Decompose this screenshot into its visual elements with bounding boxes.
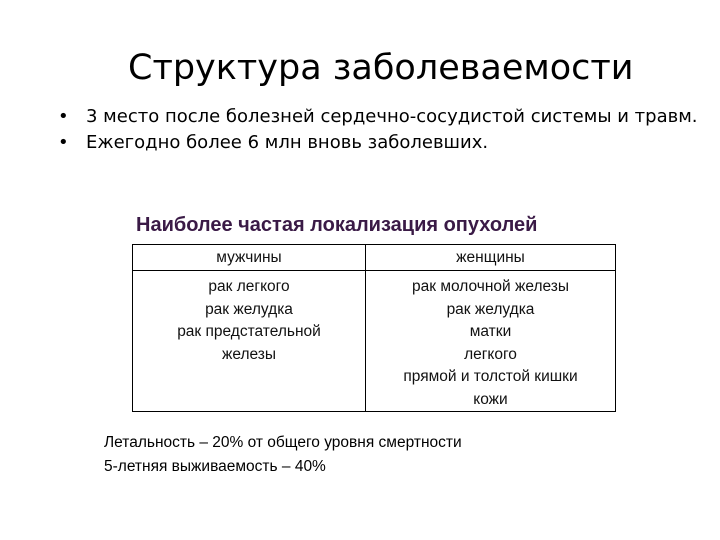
table-line: железы <box>221 345 277 363</box>
men-cell <box>133 276 365 366</box>
column-header-men: мужчины <box>216 249 282 266</box>
table-line: рак желудка <box>205 300 293 318</box>
table-line: матки <box>469 323 512 340</box>
table-line: рак предстательной <box>177 323 321 340</box>
bullet-list <box>58 104 698 156</box>
women-cell <box>366 276 615 411</box>
header-divider <box>133 270 615 271</box>
table-title: Наиболее частая локализация опухолей <box>136 214 538 236</box>
table-line: прямой и толстой кишки <box>403 368 578 385</box>
table-line: рак молочной железы <box>411 278 570 295</box>
bullet-marker: • <box>58 106 69 127</box>
mortality-note: Летальность – 20% от общего уровня смертности <box>104 434 462 451</box>
column-header-women: женщины <box>456 249 525 266</box>
slide-title: Структура заболеваемости <box>128 48 634 88</box>
statistics-notes <box>104 431 664 479</box>
bullet-item <box>58 104 698 130</box>
bullet-marker: • <box>58 132 69 153</box>
table-line: рак желудка <box>446 300 535 318</box>
table-line: кожи <box>473 390 508 408</box>
bullet-text: 3 место после болезней сердечно-сосудистой системы и травм. <box>86 106 698 127</box>
table-line: рак легкого <box>208 278 290 295</box>
survival-note: 5-летняя выживаемость – 40% <box>104 458 326 475</box>
localization-table <box>132 244 616 412</box>
bullet-text: Ежегодно более 6 млн вновь заболевших. <box>86 132 489 153</box>
bullet-item <box>58 130 698 156</box>
table-line: легкого <box>464 345 517 363</box>
